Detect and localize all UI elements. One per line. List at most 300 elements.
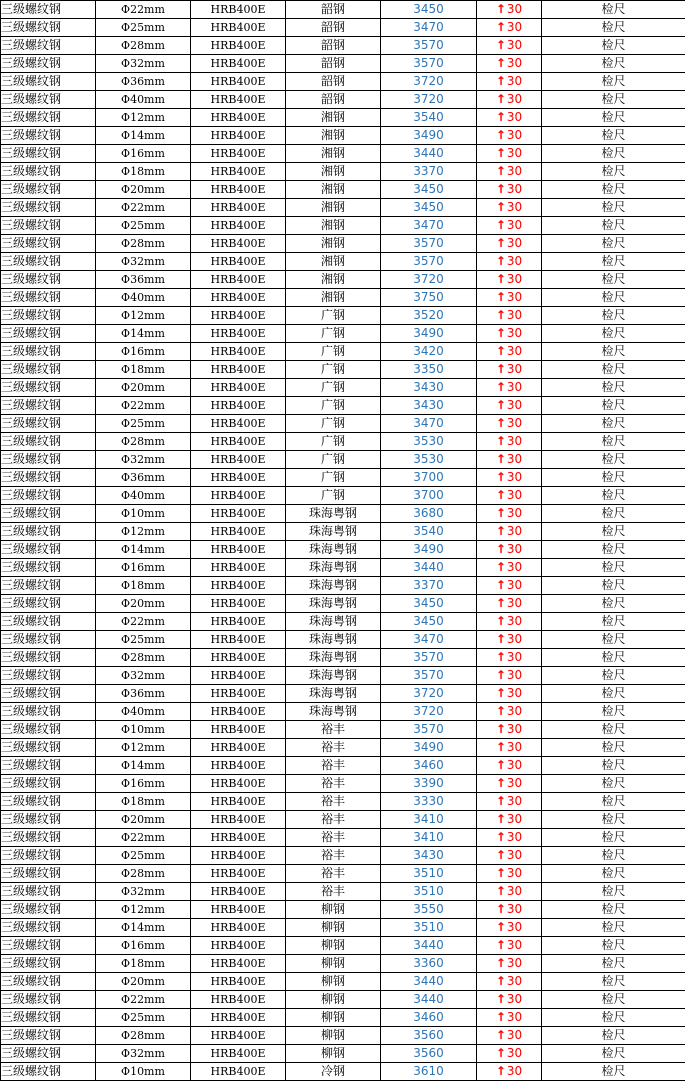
table-row <box>1 1009 685 1027</box>
note-cell: 检尺 <box>542 901 685 919</box>
spec-cell: Φ32mm <box>96 451 191 469</box>
price-cell: 3430 <box>381 397 477 415</box>
note-cell: 检尺 <box>542 379 685 397</box>
spec-cell: Φ32mm <box>96 667 191 685</box>
note-cell: 检尺 <box>542 127 685 145</box>
price-change-cell <box>477 19 542 37</box>
mill-cell: 柳钢 <box>286 901 381 919</box>
grade-cell: HRB400E <box>191 487 286 505</box>
note-cell: 检尺 <box>542 775 685 793</box>
table-row <box>1 703 685 721</box>
spec-cell: Φ28mm <box>96 649 191 667</box>
price-change-value: 30 <box>506 650 523 664</box>
spec-cell: Φ18mm <box>96 577 191 595</box>
price-change-value: 30 <box>506 308 523 322</box>
up-arrow-icon: ↑ <box>495 236 506 250</box>
spec-cell: Φ12mm <box>96 901 191 919</box>
mill-cell: 冷钢 <box>286 1063 381 1081</box>
product-name-cell: 三级螺纹钢 <box>1 793 96 811</box>
mill-cell: 广钢 <box>286 451 381 469</box>
price-cell: 3720 <box>381 271 477 289</box>
price-change-value: 30 <box>506 848 523 862</box>
mill-cell: 珠海粤钢 <box>286 631 381 649</box>
price-change-cell <box>477 847 542 865</box>
grade-cell: HRB400E <box>191 541 286 559</box>
mill-cell: 韶钢 <box>286 1 381 19</box>
spec-cell: Φ16mm <box>96 937 191 955</box>
price-change-value: 30 <box>506 56 523 70</box>
mill-cell: 韶钢 <box>286 91 381 109</box>
mill-cell: 广钢 <box>286 487 381 505</box>
spec-cell: Φ28mm <box>96 433 191 451</box>
price-change-cell <box>477 775 542 793</box>
price-change-value: 30 <box>506 596 523 610</box>
note-cell: 检尺 <box>542 1027 685 1045</box>
product-name-cell: 三级螺纹钢 <box>1 127 96 145</box>
grade-cell: HRB400E <box>191 1063 286 1081</box>
up-arrow-icon: ↑ <box>495 362 506 376</box>
up-arrow-icon: ↑ <box>495 110 506 124</box>
spec-cell: Φ18mm <box>96 793 191 811</box>
product-name-cell: 三级螺纹钢 <box>1 973 96 991</box>
price-cell: 3700 <box>381 469 477 487</box>
up-arrow-icon: ↑ <box>495 560 506 574</box>
note-cell: 检尺 <box>542 253 685 271</box>
table-row <box>1 523 685 541</box>
grade-cell: HRB400E <box>191 1027 286 1045</box>
spec-cell: Φ40mm <box>96 91 191 109</box>
price-change-cell <box>477 595 542 613</box>
grade-cell: HRB400E <box>191 865 286 883</box>
up-arrow-icon: ↑ <box>495 776 506 790</box>
grade-cell: HRB400E <box>191 325 286 343</box>
price-change-cell <box>477 91 542 109</box>
spec-cell: Φ14mm <box>96 541 191 559</box>
product-name-cell: 三级螺纹钢 <box>1 667 96 685</box>
up-arrow-icon: ↑ <box>495 722 506 736</box>
product-name-cell: 三级螺纹钢 <box>1 721 96 739</box>
price-change-value: 30 <box>506 614 523 628</box>
up-arrow-icon: ↑ <box>495 38 506 52</box>
price-change-value: 30 <box>506 434 523 448</box>
product-name-cell: 三级螺纹钢 <box>1 73 96 91</box>
up-arrow-icon: ↑ <box>495 848 506 862</box>
grade-cell: HRB400E <box>191 901 286 919</box>
mill-cell: 柳钢 <box>286 1027 381 1045</box>
table-row <box>1 937 685 955</box>
product-name-cell: 三级螺纹钢 <box>1 847 96 865</box>
grade-cell: HRB400E <box>191 811 286 829</box>
spec-cell: Φ12mm <box>96 307 191 325</box>
mill-cell: 珠海粤钢 <box>286 595 381 613</box>
up-arrow-icon: ↑ <box>495 506 506 520</box>
price-change-cell <box>477 361 542 379</box>
product-name-cell: 三级螺纹钢 <box>1 181 96 199</box>
price-change-value: 30 <box>506 920 523 934</box>
up-arrow-icon: ↑ <box>495 452 506 466</box>
price-cell: 3560 <box>381 1027 477 1045</box>
up-arrow-icon: ↑ <box>495 2 506 16</box>
price-change-cell <box>477 307 542 325</box>
mill-cell: 裕丰 <box>286 757 381 775</box>
up-arrow-icon: ↑ <box>495 398 506 412</box>
table-row <box>1 217 685 235</box>
note-cell: 检尺 <box>542 361 685 379</box>
grade-cell: HRB400E <box>191 721 286 739</box>
table-row <box>1 469 685 487</box>
table-row <box>1 595 685 613</box>
spec-cell: Φ28mm <box>96 865 191 883</box>
table-row <box>1 1 685 19</box>
price-change-value: 30 <box>506 938 523 952</box>
grade-cell: HRB400E <box>191 271 286 289</box>
note-cell: 检尺 <box>542 469 685 487</box>
price-change-value: 30 <box>506 74 523 88</box>
product-name-cell: 三级螺纹钢 <box>1 433 96 451</box>
price-change-value: 30 <box>506 398 523 412</box>
price-cell: 3410 <box>381 829 477 847</box>
spec-cell: Φ20mm <box>96 973 191 991</box>
grade-cell: HRB400E <box>191 109 286 127</box>
product-name-cell: 三级螺纹钢 <box>1 289 96 307</box>
grade-cell: HRB400E <box>191 847 286 865</box>
up-arrow-icon: ↑ <box>495 254 506 268</box>
price-cell: 3430 <box>381 379 477 397</box>
price-cell: 3450 <box>381 613 477 631</box>
note-cell: 检尺 <box>542 577 685 595</box>
product-name-cell: 三级螺纹钢 <box>1 235 96 253</box>
up-arrow-icon: ↑ <box>495 380 506 394</box>
price-change-value: 30 <box>506 38 523 52</box>
product-name-cell: 三级螺纹钢 <box>1 1027 96 1045</box>
mill-cell: 韶钢 <box>286 19 381 37</box>
spec-cell: Φ32mm <box>96 253 191 271</box>
spec-cell: Φ18mm <box>96 955 191 973</box>
price-change-value: 30 <box>506 20 523 34</box>
price-change-cell <box>477 667 542 685</box>
price-cell: 3460 <box>381 757 477 775</box>
product-name-cell: 三级螺纹钢 <box>1 469 96 487</box>
note-cell: 检尺 <box>542 595 685 613</box>
note-cell: 检尺 <box>542 19 685 37</box>
table-row <box>1 307 685 325</box>
up-arrow-icon: ↑ <box>495 56 506 70</box>
table-row <box>1 415 685 433</box>
note-cell: 检尺 <box>542 415 685 433</box>
price-change-value: 30 <box>506 560 523 574</box>
note-cell: 检尺 <box>542 667 685 685</box>
mill-cell: 珠海粤钢 <box>286 667 381 685</box>
table-row <box>1 73 685 91</box>
up-arrow-icon: ↑ <box>495 578 506 592</box>
price-change-cell <box>477 433 542 451</box>
up-arrow-icon: ↑ <box>495 182 506 196</box>
table-row <box>1 55 685 73</box>
price-change-value: 30 <box>506 380 523 394</box>
up-arrow-icon: ↑ <box>495 218 506 232</box>
up-arrow-icon: ↑ <box>495 902 506 916</box>
grade-cell: HRB400E <box>191 433 286 451</box>
note-cell: 检尺 <box>542 865 685 883</box>
table-row <box>1 91 685 109</box>
grade-cell: HRB400E <box>191 919 286 937</box>
spec-cell: Φ36mm <box>96 469 191 487</box>
product-name-cell: 三级螺纹钢 <box>1 145 96 163</box>
price-cell: 3370 <box>381 577 477 595</box>
price-cell: 3490 <box>381 127 477 145</box>
grade-cell: HRB400E <box>191 739 286 757</box>
price-cell: 3570 <box>381 649 477 667</box>
price-change-value: 30 <box>506 758 523 772</box>
grade-cell: HRB400E <box>191 469 286 487</box>
table-row <box>1 145 685 163</box>
grade-cell: HRB400E <box>191 631 286 649</box>
note-cell: 检尺 <box>542 955 685 973</box>
price-cell: 3440 <box>381 937 477 955</box>
mill-cell: 湘钢 <box>286 127 381 145</box>
table-row <box>1 721 685 739</box>
price-change-cell <box>477 613 542 631</box>
spec-cell: Φ14mm <box>96 919 191 937</box>
product-name-cell: 三级螺纹钢 <box>1 901 96 919</box>
note-cell: 检尺 <box>542 163 685 181</box>
grade-cell: HRB400E <box>191 235 286 253</box>
mill-cell: 珠海粤钢 <box>286 559 381 577</box>
up-arrow-icon: ↑ <box>495 956 506 970</box>
mill-cell: 珠海粤钢 <box>286 703 381 721</box>
mill-cell: 裕丰 <box>286 883 381 901</box>
price-change-cell <box>477 55 542 73</box>
price-change-value: 30 <box>506 362 523 376</box>
price-cell: 3490 <box>381 541 477 559</box>
grade-cell: HRB400E <box>191 577 286 595</box>
price-cell: 3470 <box>381 415 477 433</box>
note-cell: 检尺 <box>542 55 685 73</box>
grade-cell: HRB400E <box>191 415 286 433</box>
product-name-cell: 三级螺纹钢 <box>1 631 96 649</box>
price-change-cell <box>477 793 542 811</box>
spec-cell: Φ22mm <box>96 829 191 847</box>
price-cell: 3530 <box>381 451 477 469</box>
grade-cell: HRB400E <box>191 559 286 577</box>
note-cell: 检尺 <box>542 829 685 847</box>
price-cell: 3390 <box>381 775 477 793</box>
price-change-cell <box>477 289 542 307</box>
spec-cell: Φ20mm <box>96 811 191 829</box>
price-cell: 3450 <box>381 595 477 613</box>
product-name-cell: 三级螺纹钢 <box>1 1 96 19</box>
price-change-cell <box>477 145 542 163</box>
note-cell: 检尺 <box>542 37 685 55</box>
mill-cell: 广钢 <box>286 415 381 433</box>
price-cell: 3750 <box>381 289 477 307</box>
price-change-cell <box>477 1027 542 1045</box>
price-cell: 3530 <box>381 433 477 451</box>
price-change-value: 30 <box>506 578 523 592</box>
product-name-cell: 三级螺纹钢 <box>1 379 96 397</box>
price-change-value: 30 <box>506 722 523 736</box>
mill-cell: 广钢 <box>286 397 381 415</box>
price-change-cell <box>477 127 542 145</box>
price-change-value: 30 <box>506 326 523 340</box>
up-arrow-icon: ↑ <box>495 740 506 754</box>
spec-cell: Φ25mm <box>96 847 191 865</box>
up-arrow-icon: ↑ <box>495 758 506 772</box>
table-row <box>1 505 685 523</box>
up-arrow-icon: ↑ <box>495 1010 506 1024</box>
price-change-cell <box>477 1063 542 1081</box>
price-cell: 3450 <box>381 1 477 19</box>
price-change-cell <box>477 811 542 829</box>
up-arrow-icon: ↑ <box>495 92 506 106</box>
product-name-cell: 三级螺纹钢 <box>1 217 96 235</box>
table-row <box>1 775 685 793</box>
price-cell: 3450 <box>381 181 477 199</box>
price-change-value: 30 <box>506 92 523 106</box>
price-cell: 3570 <box>381 721 477 739</box>
table-row <box>1 757 685 775</box>
product-name-cell: 三级螺纹钢 <box>1 559 96 577</box>
price-table-body <box>1 1 685 1081</box>
price-change-cell <box>477 649 542 667</box>
mill-cell: 珠海粤钢 <box>286 523 381 541</box>
note-cell: 检尺 <box>542 1045 685 1063</box>
price-cell: 3720 <box>381 73 477 91</box>
grade-cell: HRB400E <box>191 1009 286 1027</box>
spec-cell: Φ10mm <box>96 1063 191 1081</box>
mill-cell: 湘钢 <box>286 181 381 199</box>
spec-cell: Φ22mm <box>96 613 191 631</box>
grade-cell: HRB400E <box>191 73 286 91</box>
spec-cell: Φ25mm <box>96 415 191 433</box>
price-change-cell <box>477 955 542 973</box>
note-cell: 检尺 <box>542 721 685 739</box>
price-change-cell <box>477 343 542 361</box>
note-cell: 检尺 <box>542 1 685 19</box>
grade-cell: HRB400E <box>191 1 286 19</box>
grade-cell: HRB400E <box>191 613 286 631</box>
price-cell: 3410 <box>381 811 477 829</box>
up-arrow-icon: ↑ <box>495 326 506 340</box>
grade-cell: HRB400E <box>191 775 286 793</box>
up-arrow-icon: ↑ <box>495 20 506 34</box>
price-change-value: 30 <box>506 254 523 268</box>
note-cell: 检尺 <box>542 613 685 631</box>
price-change-cell <box>477 559 542 577</box>
spec-cell: Φ12mm <box>96 739 191 757</box>
mill-cell: 广钢 <box>286 469 381 487</box>
spec-cell: Φ25mm <box>96 631 191 649</box>
table-row <box>1 559 685 577</box>
price-change-value: 30 <box>506 632 523 646</box>
price-cell: 3540 <box>381 109 477 127</box>
price-change-value: 30 <box>506 884 523 898</box>
mill-cell: 裕丰 <box>286 721 381 739</box>
note-cell: 检尺 <box>542 343 685 361</box>
price-change-cell <box>477 541 542 559</box>
table-row <box>1 289 685 307</box>
table-row <box>1 667 685 685</box>
price-change-cell <box>477 901 542 919</box>
note-cell: 检尺 <box>542 793 685 811</box>
note-cell: 检尺 <box>542 199 685 217</box>
product-name-cell: 三级螺纹钢 <box>1 199 96 217</box>
price-change-cell <box>477 109 542 127</box>
mill-cell: 珠海粤钢 <box>286 685 381 703</box>
up-arrow-icon: ↑ <box>495 1028 506 1042</box>
mill-cell: 湘钢 <box>286 109 381 127</box>
up-arrow-icon: ↑ <box>495 596 506 610</box>
price-change-cell <box>477 757 542 775</box>
grade-cell: HRB400E <box>191 163 286 181</box>
mill-cell: 裕丰 <box>286 775 381 793</box>
spec-cell: Φ32mm <box>96 55 191 73</box>
up-arrow-icon: ↑ <box>495 542 506 556</box>
mill-cell: 湘钢 <box>286 235 381 253</box>
price-change-cell <box>477 631 542 649</box>
spec-cell: Φ40mm <box>96 289 191 307</box>
table-row <box>1 433 685 451</box>
price-change-cell <box>477 739 542 757</box>
up-arrow-icon: ↑ <box>495 704 506 718</box>
price-change-value: 30 <box>506 902 523 916</box>
price-change-cell <box>477 235 542 253</box>
price-cell: 3610 <box>381 1063 477 1081</box>
grade-cell: HRB400E <box>191 523 286 541</box>
price-change-cell <box>477 73 542 91</box>
mill-cell: 广钢 <box>286 433 381 451</box>
table-row <box>1 1063 685 1081</box>
table-row <box>1 901 685 919</box>
up-arrow-icon: ↑ <box>495 920 506 934</box>
price-change-value: 30 <box>506 128 523 142</box>
price-cell: 3450 <box>381 199 477 217</box>
price-change-value: 30 <box>506 812 523 826</box>
price-cell: 3520 <box>381 307 477 325</box>
mill-cell: 广钢 <box>286 343 381 361</box>
price-change-value: 30 <box>506 146 523 160</box>
up-arrow-icon: ↑ <box>495 938 506 952</box>
price-cell: 3460 <box>381 1009 477 1027</box>
table-row <box>1 271 685 289</box>
price-change-value: 30 <box>506 740 523 754</box>
up-arrow-icon: ↑ <box>495 128 506 142</box>
table-row <box>1 163 685 181</box>
table-row <box>1 127 685 145</box>
product-name-cell: 三级螺纹钢 <box>1 595 96 613</box>
up-arrow-icon: ↑ <box>495 416 506 430</box>
price-change-value: 30 <box>506 290 523 304</box>
grade-cell: HRB400E <box>191 199 286 217</box>
product-name-cell: 三级螺纹钢 <box>1 1009 96 1027</box>
price-change-value: 30 <box>506 668 523 682</box>
up-arrow-icon: ↑ <box>495 344 506 358</box>
product-name-cell: 三级螺纹钢 <box>1 325 96 343</box>
note-cell: 检尺 <box>542 559 685 577</box>
price-change-cell <box>477 217 542 235</box>
price-change-value: 30 <box>506 1064 523 1078</box>
grade-cell: HRB400E <box>191 955 286 973</box>
spec-cell: Φ22mm <box>96 397 191 415</box>
grade-cell: HRB400E <box>191 703 286 721</box>
note-cell: 检尺 <box>542 217 685 235</box>
price-cell: 3540 <box>381 523 477 541</box>
grade-cell: HRB400E <box>191 217 286 235</box>
grade-cell: HRB400E <box>191 505 286 523</box>
table-row <box>1 649 685 667</box>
grade-cell: HRB400E <box>191 55 286 73</box>
note-cell: 检尺 <box>542 181 685 199</box>
